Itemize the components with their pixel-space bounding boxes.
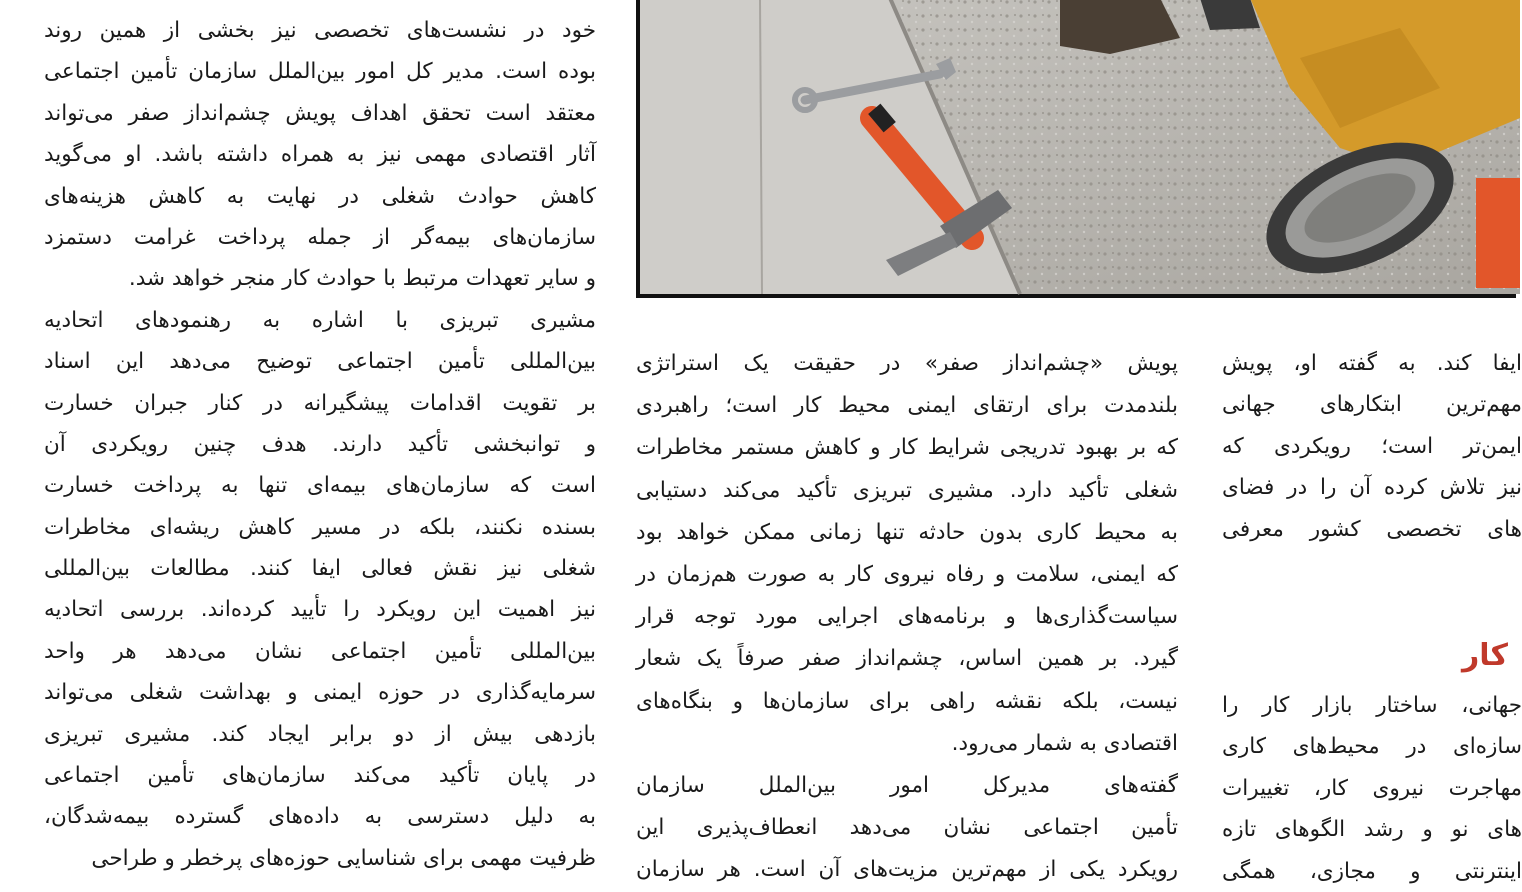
text-line: سازه‌ای در محیط‌های کاری <box>1222 734 1522 760</box>
text-line: سیاست‌گذاری‌ها و برنامه‌های اجرایی مورد توجه قرار <box>636 604 1178 630</box>
text-line: نیست، بلکه نقشه راهی برای سازمان‌ها و بنگاه‌های <box>636 688 1178 714</box>
section-heading: کار <box>1462 638 1508 673</box>
text-line: است که سازمان‌های بیمه‌ای تنها به پرداخت خسارت <box>44 473 596 499</box>
text-line: اینترنتی و مجازی، همگی <box>1222 858 1522 884</box>
text-line: مشیری تبریزی با اشاره به رهنمودهای اتحادیه <box>44 307 596 333</box>
article-column-right-top <box>1222 343 1522 550</box>
text-line: نیز اهمیت این رویکرد را تأیید کرده‌اند. بررسی اتحادیه <box>44 597 596 623</box>
text-line: ایمن‌تر است؛ رویکردی که <box>1222 433 1522 459</box>
text-line: و سایر تعهدات مرتبط با حوادث کار منجر خواهد شد. <box>128 266 596 292</box>
text-line: نیز تلاش کرده آن را در فضای <box>1222 475 1522 501</box>
text-line: شغلی تأکید دارد. مشیری تبریزی تأکید می‌کند دستیابی <box>636 477 1178 503</box>
text-line: بوده است. مدیر کل امور بین‌الملل سازمان تأمین اجتماعی <box>44 59 596 85</box>
article-column-middle <box>636 343 1178 891</box>
text-line: بین‌المللی تأمین اجتماعی نشان می‌دهد هر واحد <box>44 638 596 664</box>
text-line: اقتصادی به شمار می‌رود. <box>951 730 1178 756</box>
article-column-left <box>44 10 596 879</box>
text-line: به دلیل دسترسی به داده‌های گسترده بیمه‌شدگان، <box>44 804 596 830</box>
text-line: رویکرد یکی از مهم‌ترین مزیت‌های آن است. هر سازمان <box>636 857 1178 883</box>
text-line: که ایمنی، سلامت و رفاه نیروی کار به صورت هم‌زمان در <box>636 561 1178 587</box>
text-line: بین‌المللی تأمین اجتماعی توضیح می‌دهد این اسناد <box>44 349 596 375</box>
text-line: پویش «چشم‌انداز صفر» در حقیقت یک استراتژی <box>636 351 1178 376</box>
text-line: خود در نشست‌های تخصصی نیز بخشی از همین روند <box>44 18 596 43</box>
text-line: سرمایه‌گذاری در حوزه ایمنی و بهداشت شغلی می‌تواند <box>44 680 596 706</box>
article-column-right-bottom <box>1222 685 1522 892</box>
text-line: به محیط کاری بدون حادثه تنها زمانی ممکن خواهد بود <box>636 519 1178 545</box>
text-line: ایفا کند. به گفته او، پویش <box>1222 351 1522 376</box>
text-line: جهانی، ساختار بازار کار را <box>1222 693 1522 718</box>
text-line: سازمان‌های بیمه‌گر از جمله پرداخت غرامت دستمزد <box>44 224 596 250</box>
text-line: معتقد است تحقق اهداف پویش چشم‌انداز صفر می‌تواند <box>44 100 596 126</box>
worker-accident-photo <box>640 0 1520 294</box>
text-line: ظرفیت مهمی برای شناسایی حوزه‌های پرخطر و طراحی <box>91 845 596 871</box>
text-line: در پایان تأکید می‌کند سازمان‌های تأمین اجتماعی <box>44 763 596 789</box>
text-line: تأمین اجتماعی نشان می‌دهد انعطاف‌پذیری این <box>636 815 1178 841</box>
power-tool <box>1476 178 1520 288</box>
text-line: گیرد. بر همین اساس، چشم‌انداز صفر صرفاً یک شعار <box>636 646 1178 672</box>
text-line: مهاجرت نیروی کار، تغییرات <box>1222 775 1522 801</box>
text-line: مهم‌ترین ابتکارهای جهانی <box>1222 392 1522 418</box>
text-line: بلندمدت برای ارتقای ایمنی محیط کار است؛ راهبردی <box>636 393 1178 419</box>
text-line: که بر بهبود تدریجی شرایط کار و کاهش مستمر مخاطرات <box>636 435 1178 461</box>
text-line: و توانبخشی تأکید دارند. هدف چنین رویکردی آن <box>44 431 596 457</box>
text-line: شغلی نیز نقش فعالی ایفا کنند. مطالعات بین‌المللی <box>44 556 596 582</box>
text-line: آثار اقتصادی مهمی نیز به همراه داشته باشد. او می‌گوید <box>44 142 596 168</box>
text-line: گفته‌های مدیرکل امور بین‌الملل سازمان <box>636 772 1178 798</box>
text-line: های نو و رشد الگوهای تازه <box>1222 817 1522 843</box>
text-line: های تخصصی کشور معرفی <box>1222 516 1522 542</box>
text-line: بسنده نکنند، بلکه در مسیر کاهش ریشه‌ای مخاطرات <box>44 514 596 540</box>
article-photo <box>636 0 1516 298</box>
text-line: بازدهی بیش از دو برابر ایجاد کند. مشیری تبریزی <box>44 721 596 747</box>
text-line: کاهش حوادث شغلی در نهایت به کاهش هزینه‌های <box>44 183 596 209</box>
text-line: بر تقویت اقدامات پیشگیرانه در کنار جبران خسارت <box>44 390 596 416</box>
